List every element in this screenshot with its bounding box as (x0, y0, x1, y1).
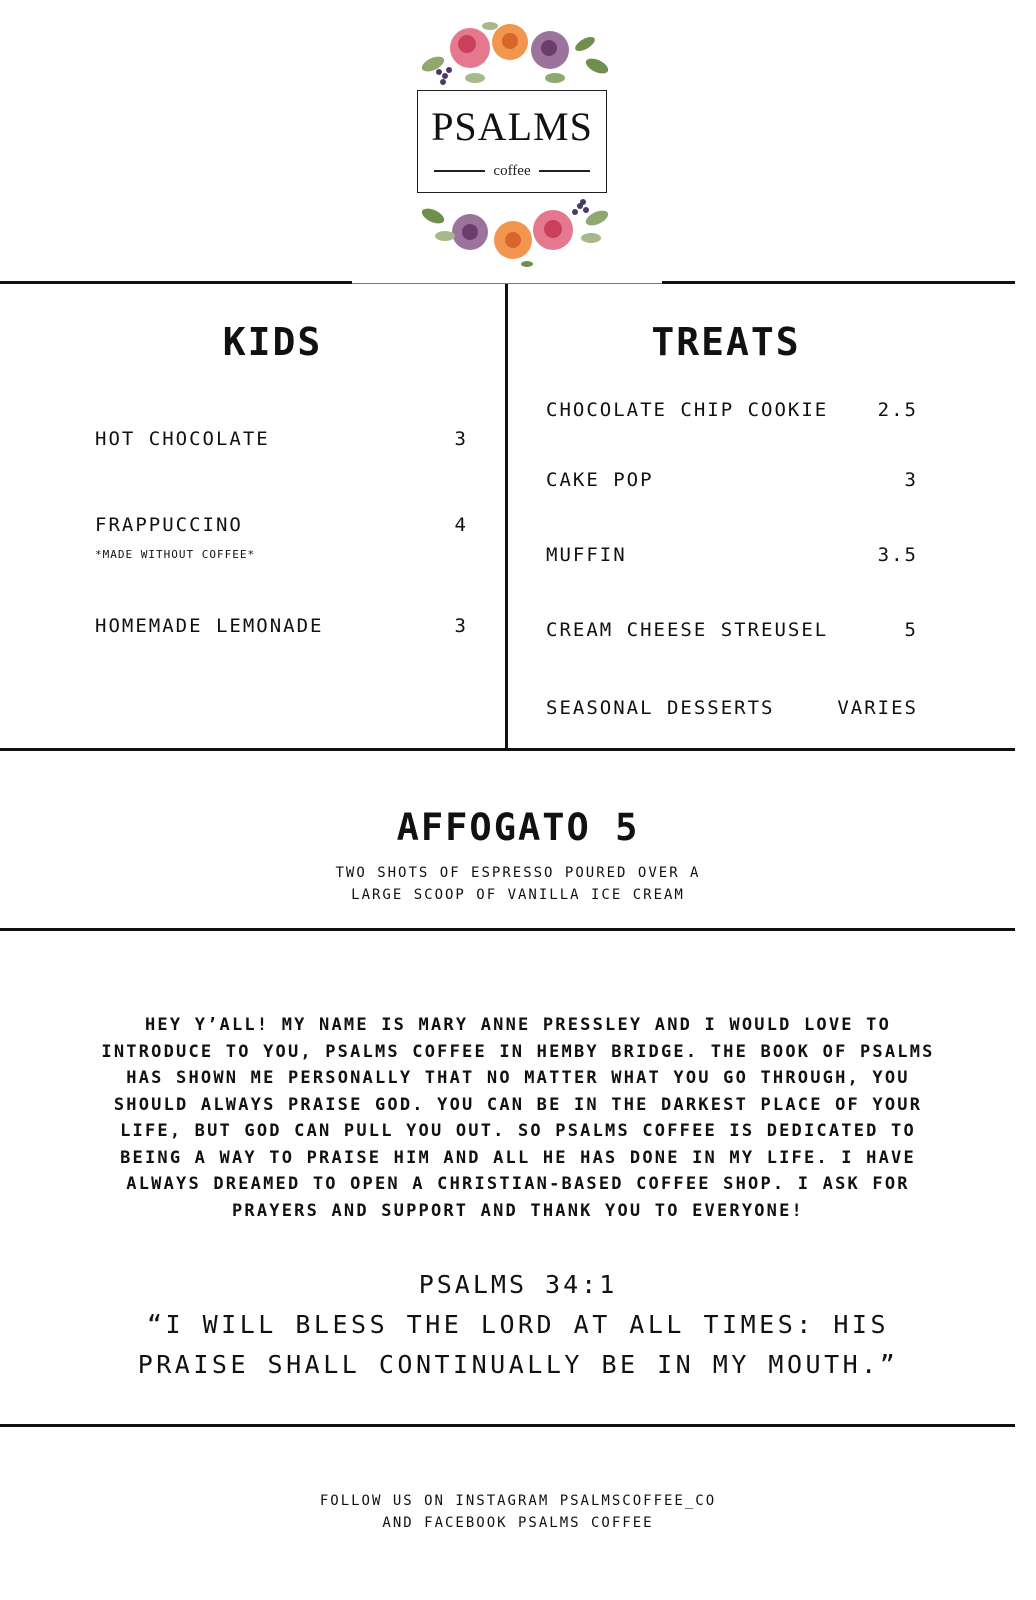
affogato-desc-line: LARGE SCOOP OF VANILLA ICE CREAM (351, 887, 685, 903)
kids-item-name: HOMEMADE LEMONADE (95, 615, 324, 637)
logo-divider-left (434, 170, 485, 172)
follow-line: FOLLOW US ON INSTAGRAM PSALMSCOFFEE_CO (319, 1493, 717, 1509)
floral-decoration-top-icon (415, 14, 615, 90)
top-divider-right (662, 281, 1015, 284)
columns-bottom-divider (0, 748, 1015, 751)
treats-item-price: 3 (904, 469, 918, 491)
verse-line: PRAISE SHALL CONTINUALLY BE IN MY MOUTH.” (137, 1350, 899, 1379)
treats-title: TREATS (651, 320, 801, 364)
footer-divider (0, 1424, 1015, 1427)
logo-title: PSALMS (431, 104, 593, 149)
treats-item-name: MUFFIN (546, 544, 627, 566)
kids-item-price: 3 (454, 615, 468, 637)
treats-item-name: CHOCOLATE CHIP COOKIE (546, 399, 829, 421)
kids-item-price: 4 (454, 514, 468, 536)
treats-item-price: 5 (904, 619, 918, 641)
kids-item-price: 3 (454, 428, 468, 450)
floral-decoration-bottom-icon (415, 196, 615, 272)
logo-subtitle: coffee (493, 162, 531, 179)
treats-item-price: VARIES (837, 697, 918, 719)
treats-item-name: SEASONAL DESSERTS (546, 697, 775, 719)
logo-divider-right (539, 170, 590, 172)
affogato-description (0, 862, 1036, 906)
affogato-bottom-divider (0, 928, 1015, 931)
verse-quote (0, 1305, 1036, 1385)
treats-item-price: 3.5 (877, 544, 918, 566)
kids-title: KIDS (222, 320, 323, 364)
owner-intro-paragraph: HEY Y’ALL! MY NAME IS MARY ANNE PRESSLEY AND I WOULD LOVE TO INTRODUCE TO YOU, PSALMS COFFEE IN HEMBY BRIDGE. THE BOOK OF PSALMS HAS SHOWN ME PERSONALLY THAT NO MATTER WHAT YOU GO THROUGH, YOU SHOULD ALWAYS PRAISE GOD. YOU CAN BE IN THE DARKEST PLACE OF YOUR LIFE, BUT GOD CAN PULL YOU OUT. SO PSALMS COFFEE IS DEDICATED TO BEING A WAY TO PRAISE HIM AND ALL HE HAS DONE IN MY LIFE. I HAVE ALWAYS DREAMED TO OPEN A CHRISTIAN-BASED COFFEE SHOP. I ASK FOR PRAYERS AND SUPPORT AND THANK YOU TO EVERYONE! (101, 1015, 935, 1221)
follow-line: AND FACEBOOK PSALMS COFFEE (382, 1515, 654, 1531)
kids-item-name: FRAPPUCCINO (95, 514, 243, 536)
kids-item-note: *MADE WITHOUT COFFEE* (95, 548, 256, 561)
affogato-desc-line: TWO SHOTS OF ESPRESSO POURED OVER A (335, 865, 701, 881)
top-divider-left (0, 281, 352, 284)
treats-item-name: CAKE POP (546, 469, 654, 491)
logo-header (0, 0, 1036, 282)
kids-item-name: HOT CHOCOLATE (95, 428, 270, 450)
affogato-title: AFFOGATO 5 (396, 806, 640, 849)
treats-item-name: CREAM CHEESE STREUSEL (546, 619, 829, 641)
verse-line: “I WILL BLESS THE LORD AT ALL TIMES: HIS (146, 1310, 890, 1339)
logo-box (417, 90, 607, 193)
social-follow-text (0, 1490, 1036, 1534)
treats-item-price: 2.5 (877, 399, 918, 421)
verse-reference: PSALMS 34:1 (418, 1270, 618, 1299)
logo-subtitle-row (434, 161, 590, 181)
